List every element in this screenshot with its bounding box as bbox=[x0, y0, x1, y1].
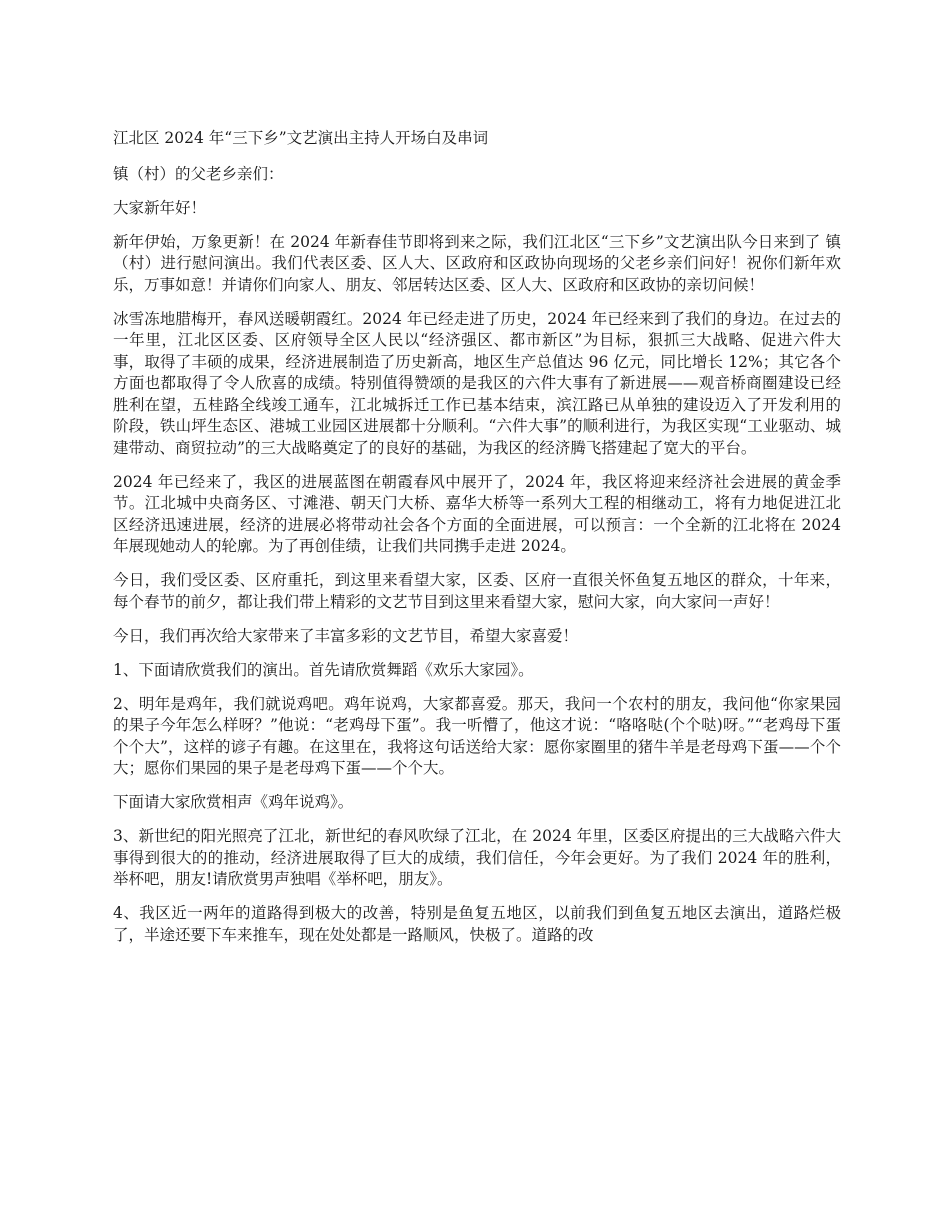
new-year-greeting: 大家新年好！ bbox=[113, 198, 207, 217]
body-paragraph: 今日，我们再次给大家带来了丰富多彩的文艺节目，希望大家喜爱！ bbox=[113, 626, 579, 645]
program-item-4: 4、我区近一两年的道路得到极大的改善，特别是鱼复五地区，以前我们到鱼复五地区去演出，道路烂极了，半途还要下车来推车，现在处处都是一路顺风，快极了。道路的改 bbox=[113, 904, 841, 944]
document-title: 江北区 2024 年“三下乡”文艺演出主持人开场白及串词 bbox=[113, 129, 489, 147]
greeting-paragraph: 镇（村）的父老乡亲们： bbox=[113, 164, 284, 183]
body-paragraph: 新年伊始，万象更新！在 2024 年新春佳节即将到来之际，我们江北区“三下乡”文艺演出队今日来到了 镇（村）进行慰问演出。我们代表区委、区人大、区政府和区政协向现场的父老乡亲们问好！祝你们新年欢乐，万事如意！并请你们向家人、朋友、邻居转达区委、区人大、区政府和区政协的亲切问候！ bbox=[113, 232, 841, 294]
body-paragraph: 冰雪冻地腊梅开，春风送暖朝霞红。2024 年已经走进了历史，2024 年已经来到了我们的身边。在过去的一年里，江北区区委、区府领导全区人民以“经济强区、都市新区”为目标，狠抓三大战略、促进六件大事，取得了丰硕的成果，经济进展制造了历史新高，地区生产总值达 96 亿元，同比增长 12%；其它各个方面也都取得了令人欣喜的成绩。特别值得赞颂的是我区的六件大事有了新进展——观音桥商圈建设已经胜利在望，五桂路全线竣工通车，江北城拆迁工作已基本结束，滨江路已从单独的建设迈入了开发利用的阶段，铁山坪生态区、港城工业园区进展都十分顺利。“六件大事”的顺利进行，为我区实现“工业驱动、城建带动、商贸拉动”的三大战略奠定了的良好的基础，为我区的经济腾飞搭建起了宽大的平台。 bbox=[113, 309, 841, 457]
document-page bbox=[113, 128, 841, 959]
program-item-1: 1、下面请欣赏我们的演出。首先请欣赏舞蹈《欢乐大家园》。 bbox=[113, 660, 534, 679]
body-paragraph: 2024 年已经来了，我区的进展蓝图在朝霞春风中展开了，2024 年，我区将迎来经济社会进展的黄金季节。江北城中央商务区、寸滩港、朝天门大桥、嘉华大桥等一系列大工程的相继动工，将有力地促进江北区经济迅速进展，经济的进展必将带动社会各个方面的全面进展，可以预言：一个全新的江北将在 2024 年展现她动人的轮廓。为了再创佳绩，让我们共同携手走进 2024。 bbox=[113, 472, 841, 555]
body-paragraph: 今日，我们受区委、区府重托，到这里来看望大家，区委、区府一直很关怀鱼复五地区的群众，十年来，每个春节的前夕，都让我们带上精彩的文艺节目到这里来看望大家，慰问大家，向大家问一声好！ bbox=[113, 571, 841, 611]
program-item-3: 3、新世纪的阳光照亮了江北，新世纪的春风吹绿了江北，在 2024 年里，区委区府提出的三大战略六件大事得到很大的的推动，经济进展取得了巨大的成绩，我们信任，今年会更好。为了我们 2024 年的胜利，举杯吧，朋友!请欣赏男声独唱《举杯吧，朋友》。 bbox=[113, 827, 841, 888]
program-intro: 下面请大家欣赏相声《鸡年说鸡》。 bbox=[113, 793, 354, 811]
program-item-2: 2、明年是鸡年，我们就说鸡吧。鸡年说鸡，大家都喜爱。那天，我问一个农村的朋友，我问他“你家果园的果子今年怎么样呀？”他说：“老鸡母下蛋”。我一听懵了，他这才说：“咯咯哒(个个哒)呀。”“老鸡母下蛋个个大”，这样的谚子有趣。在这里在，我将这句话送给大家：愿你家圈里的猪牛羊是老母鸡下蛋——个个大；愿你们果园的果子是老母鸡下蛋——个个大。 bbox=[113, 694, 841, 777]
